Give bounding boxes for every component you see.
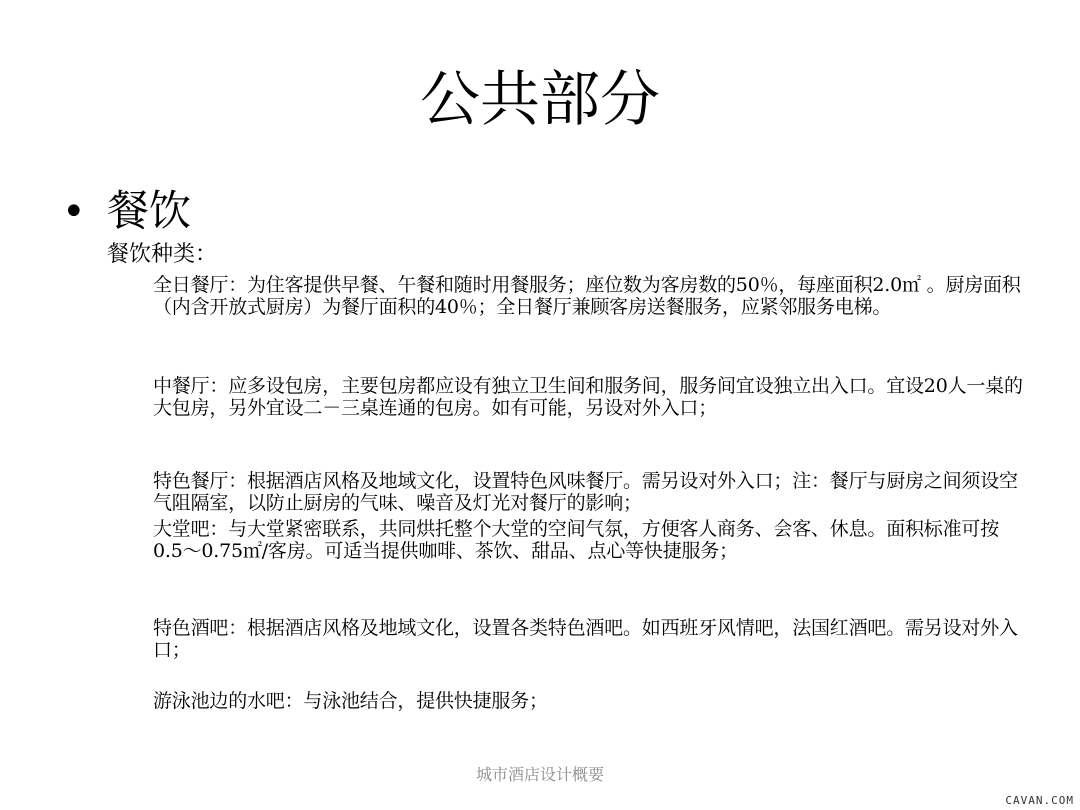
- paragraph-specialty-restaurant: 特色餐厅：根据酒店风格及地域文化，设置特色风味餐厅。需另设对外入口；注：餐厅与厨房之间须设空气阻隔室，以防止厨房的气味、噪音及灯光对餐厅的影响；: [153, 470, 1018, 514]
- paragraph-chinese-restaurant: 中餐厅：应多设包房，主要包房都应设有独立卫生间和服务间，服务间宜设独立出入口。宜设20人一桌的大包房，另外宜设二－三桌连通的包房。如有可能，另设对外入口；: [153, 375, 1023, 419]
- paragraph-all-day-dining: 全日餐厅：为住客提供早餐、午餐和随时用餐服务；座位数为客房数的50％，每座面积2.0㎡ 。厨房面积（内含开放式厨房）为餐厅面积的40％；全日餐厅兼顾客房送餐服务，应紧邻服务电梯。: [153, 274, 1021, 318]
- paragraph-lobby-bar: 大堂吧：与大堂紧密联系，共同烘托整个大堂的空间气氛，方便客人商务、会客、休息。面积标准可按0.5～0.75㎡/客房。可适当提供咖啡、茶饮、甜品、点心等快捷服务；: [153, 518, 1000, 562]
- slide-title: 公共部分: [420, 65, 660, 135]
- section-heading: 餐饮: [107, 186, 192, 235]
- slide-footer: 城市酒店设计概要: [475, 765, 604, 784]
- subheading: 餐饮种类：: [107, 242, 218, 267]
- bullet-icon: •: [62, 189, 86, 235]
- paragraph-specialty-bar: 特色酒吧：根据酒店风格及地域文化，设置各类特色酒吧。如西班牙风情吧，法国红酒吧。需另设对外入口；: [153, 617, 1018, 661]
- watermark: CAVAN.COM: [1005, 794, 1074, 807]
- paragraph-pool-bar: 游泳池边的水吧：与泳池结合，提供快捷服务；: [153, 690, 548, 712]
